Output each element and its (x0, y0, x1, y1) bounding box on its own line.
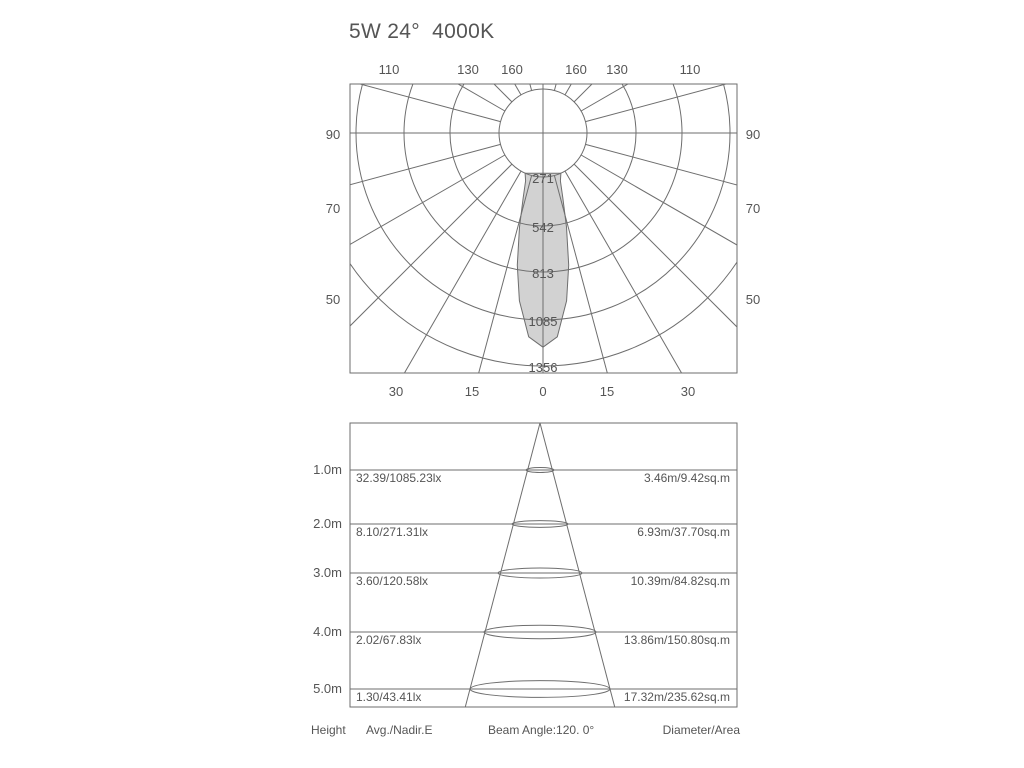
row-height-label: 3.0m (313, 565, 342, 580)
row-height-label: 1.0m (313, 462, 342, 477)
angle-label-left: 70 (325, 201, 341, 216)
radial-tick-label: 542 (532, 220, 554, 235)
row-height-label: 5.0m (313, 681, 342, 696)
row-illuminance-label: 3.60/120.58lx (356, 574, 429, 588)
row-illuminance-label: 32.39/1085.23lx (356, 471, 442, 485)
polar-spoke-left-105 (0, 0, 500, 122)
polar-spoke-right-105 (586, 0, 1024, 122)
polar-spoke-right-150 (565, 0, 943, 95)
angle-label-top: 110 (679, 62, 701, 77)
cone-frame (350, 423, 737, 707)
row-diameter-area-label: 10.39m/84.82sq.m (630, 574, 730, 588)
polar-spoke-left-75 (0, 144, 500, 340)
footer-avg-nadir-label: Avg./Nadir.E (366, 723, 433, 737)
angle-label-right: 50 (745, 292, 761, 307)
angle-label-bottom: 15 (464, 384, 480, 399)
cone-edge-right (540, 423, 615, 707)
footer-diameter-area-label: Diameter/Area (662, 723, 740, 737)
polar-spoke-left-150 (143, 0, 521, 95)
angle-label-bottom: 30 (388, 384, 404, 399)
angle-label-top: 160 (565, 62, 587, 77)
chart-title: 5W 24° 4000K (349, 20, 495, 43)
footer-beam-angle-label: Beam Angle:120. 0° (488, 723, 595, 737)
illuminance-cone-chart (311, 423, 740, 737)
footer-height-label: Height (311, 723, 346, 737)
radial-tick-label: 1356 (528, 360, 558, 375)
polar-spoke-right-120 (581, 0, 1024, 111)
row-diameter-area-label: 3.46m/9.42sq.m (643, 471, 730, 485)
angle-label-top: 130 (457, 62, 479, 77)
angle-label-left: 50 (325, 292, 341, 307)
row-height-label: 2.0m (313, 516, 342, 531)
radial-tick-label: 271 (532, 171, 554, 186)
angle-label-left: 90 (325, 127, 341, 142)
row-diameter-area-label: 6.93m/37.70sq.m (637, 525, 730, 539)
row-height-label: 4.0m (313, 624, 342, 639)
radial-tick-label: 813 (532, 266, 554, 281)
polar-spoke-left-120 (0, 0, 505, 111)
angle-label-bottom: 0 (539, 384, 547, 399)
angle-label-right: 70 (745, 201, 761, 216)
row-diameter-area-label: 17.32m/235.62sq.m (623, 690, 730, 704)
row-diameter-area-label: 13.86m/150.80sq.m (623, 633, 730, 647)
polar-spoke-right-135 (574, 0, 1024, 102)
row-illuminance-label: 1.30/43.41lx (356, 690, 422, 704)
angle-label-top: 110 (378, 62, 400, 77)
cone-edge-left (465, 423, 540, 707)
angle-label-bottom: 30 (680, 384, 696, 399)
radial-tick-label: 1085 (528, 314, 558, 329)
polar-spoke-left-135 (0, 0, 512, 102)
angle-label-right: 90 (745, 127, 761, 142)
row-illuminance-label: 2.02/67.83lx (356, 633, 422, 647)
polar-spoke-left-45 (0, 164, 512, 699)
row-illuminance-label: 8.10/271.31lx (356, 525, 429, 539)
angle-label-top: 130 (606, 62, 628, 77)
angle-label-top: 160 (501, 62, 523, 77)
polar-spoke-right-75 (586, 144, 1024, 340)
angle-label-bottom: 15 (599, 384, 615, 399)
polar-spoke-right-45 (574, 164, 1024, 699)
